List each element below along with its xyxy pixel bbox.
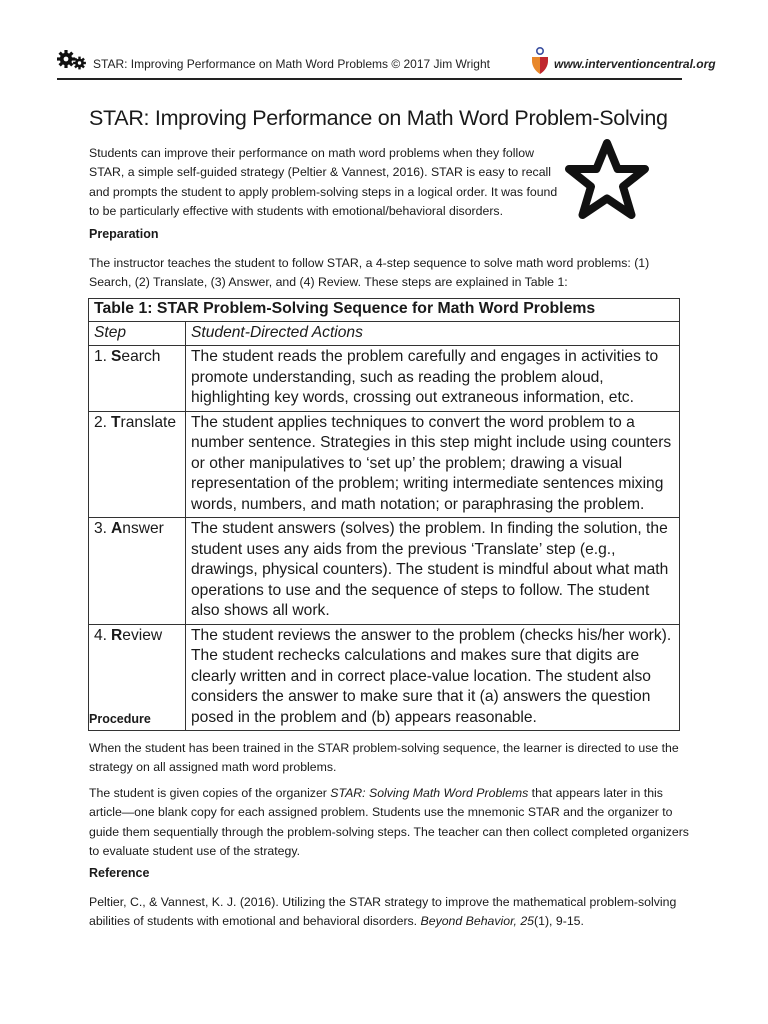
step-initial: T — [111, 413, 121, 431]
step-name-rest: earch — [121, 348, 161, 365]
procedure-paragraph-1: When the student has been trained in the STAR problem-solving sequence, the learner is directed to use the strategy on all assigned math word problems. — [89, 741, 679, 775]
action-cell: The student reads the problem carefully and engages in activities to promote understanding, such as reading the problem aloud, highlighting key words, crossing out extraneous information, etc. — [186, 346, 680, 412]
step-cell — [89, 346, 186, 412]
table-caption-row — [89, 299, 680, 322]
header-divider — [57, 78, 682, 80]
table-caption: Table 1: STAR Problem-Solving Sequence for Math Word Problems — [89, 299, 680, 322]
step-number: 2. — [94, 413, 108, 431]
reference-heading: Reference — [89, 866, 150, 880]
header-title: STAR: Improving Performance on Math Word Problems © 2017 Jim Wright — [93, 57, 490, 71]
organizer-title: STAR: Solving Math Word Problems — [330, 786, 529, 800]
procedure-text-end: that appears later in this article—one blank copy for each assigned problem. Students use the mnemonic STAR and the organizer to guide them sequentially through the problem-solving steps. The teacher can then collect completed organizers to evaluate student use of the strategy. — [89, 786, 689, 858]
page-title: STAR: Improving Performance on Math Word Problem-Solving — [89, 106, 668, 130]
step-name-rest: nswer — [122, 520, 164, 537]
procedure-heading: Procedure — [89, 712, 151, 726]
step-initial: R — [111, 626, 123, 644]
citation-pages: (1), 9-15. — [534, 914, 584, 929]
column-header-actions: Student-Directed Actions — [186, 321, 680, 346]
action-cell: The student reviews the answer to the problem (checks his/her work). The student rechecks calculations and makes sure that digits are clearly written and in correct place-value location. The student also considers the answer to make sure that it (a) answers the question posed in the problem and (b) appears reasonable. — [186, 624, 680, 731]
procedure-text-start: The student is given copies of the organizer — [89, 786, 331, 800]
journal-title: Beyond Behavior, 25 — [420, 914, 535, 929]
page-header — [57, 46, 716, 82]
preparation-heading: Preparation — [89, 227, 159, 241]
table-row — [89, 518, 680, 625]
procedure-paragraph-2 — [89, 784, 689, 861]
table-header-row — [89, 321, 680, 346]
citation-text: Peltier, C., & Vannest, K. J. (2016). Utilizing the STAR strategy to improve the mathematical problem-solving abilities of students with emotional and behavioral disorders. — [89, 895, 677, 929]
step-initial: S — [111, 348, 122, 365]
step-cell — [89, 518, 186, 625]
step-number: 3. — [94, 520, 108, 537]
step-name-rest: eview — [122, 626, 163, 644]
star-outline-icon — [565, 137, 649, 225]
table-row — [89, 346, 680, 412]
step-cell — [89, 411, 186, 518]
action-cell: The student answers (solves) the problem. In finding the solution, the student uses any aids from the previous ‘Translate’ step (e.g., drawings, physical counters). The student is mindful about what math operations to use and the sequence of steps to follow. The student also shows all work. — [186, 518, 680, 625]
intro-paragraph: Students can improve their performance on math word problems when they follow STAR, a simple self-guided strategy (Peltier & Vannest, 2016). STAR is easy to recall and prompts the student to apply problem-solving steps in a logical order. It was found to be particularly effective with students with emotional/behavioral disorders. — [89, 146, 558, 218]
step-name-rest: ranslate — [120, 413, 177, 431]
table-row — [89, 411, 680, 518]
table-row — [89, 624, 680, 731]
preparation-text: The instructor teaches the student to follow STAR, a 4-step sequence to solve math word problems: (1) Search, (2) Translate, (3) Answer, and (4) Review. These steps are explained in Table 1: — [89, 256, 650, 290]
reference-citation — [89, 893, 689, 932]
action-cell: The student applies techniques to convert the word problem to a number sentence. Strategies in this step might include using counters or other manipulatives to ‘set up’ the problem; drawing a visual representation of the problem; writing intermediate sentences mixing words, numbers, and math notation; or paraphrasing the problem. — [186, 411, 680, 518]
header-url[interactable]: www.interventioncentral.org — [554, 57, 716, 71]
intervention-central-logo — [529, 46, 551, 76]
step-number: 4. — [94, 626, 108, 644]
column-header-step: Step — [89, 321, 186, 346]
step-number: 1. — [94, 348, 108, 365]
gears-icon — [57, 49, 87, 71]
step-initial: A — [111, 520, 123, 537]
star-steps-table — [88, 298, 680, 731]
